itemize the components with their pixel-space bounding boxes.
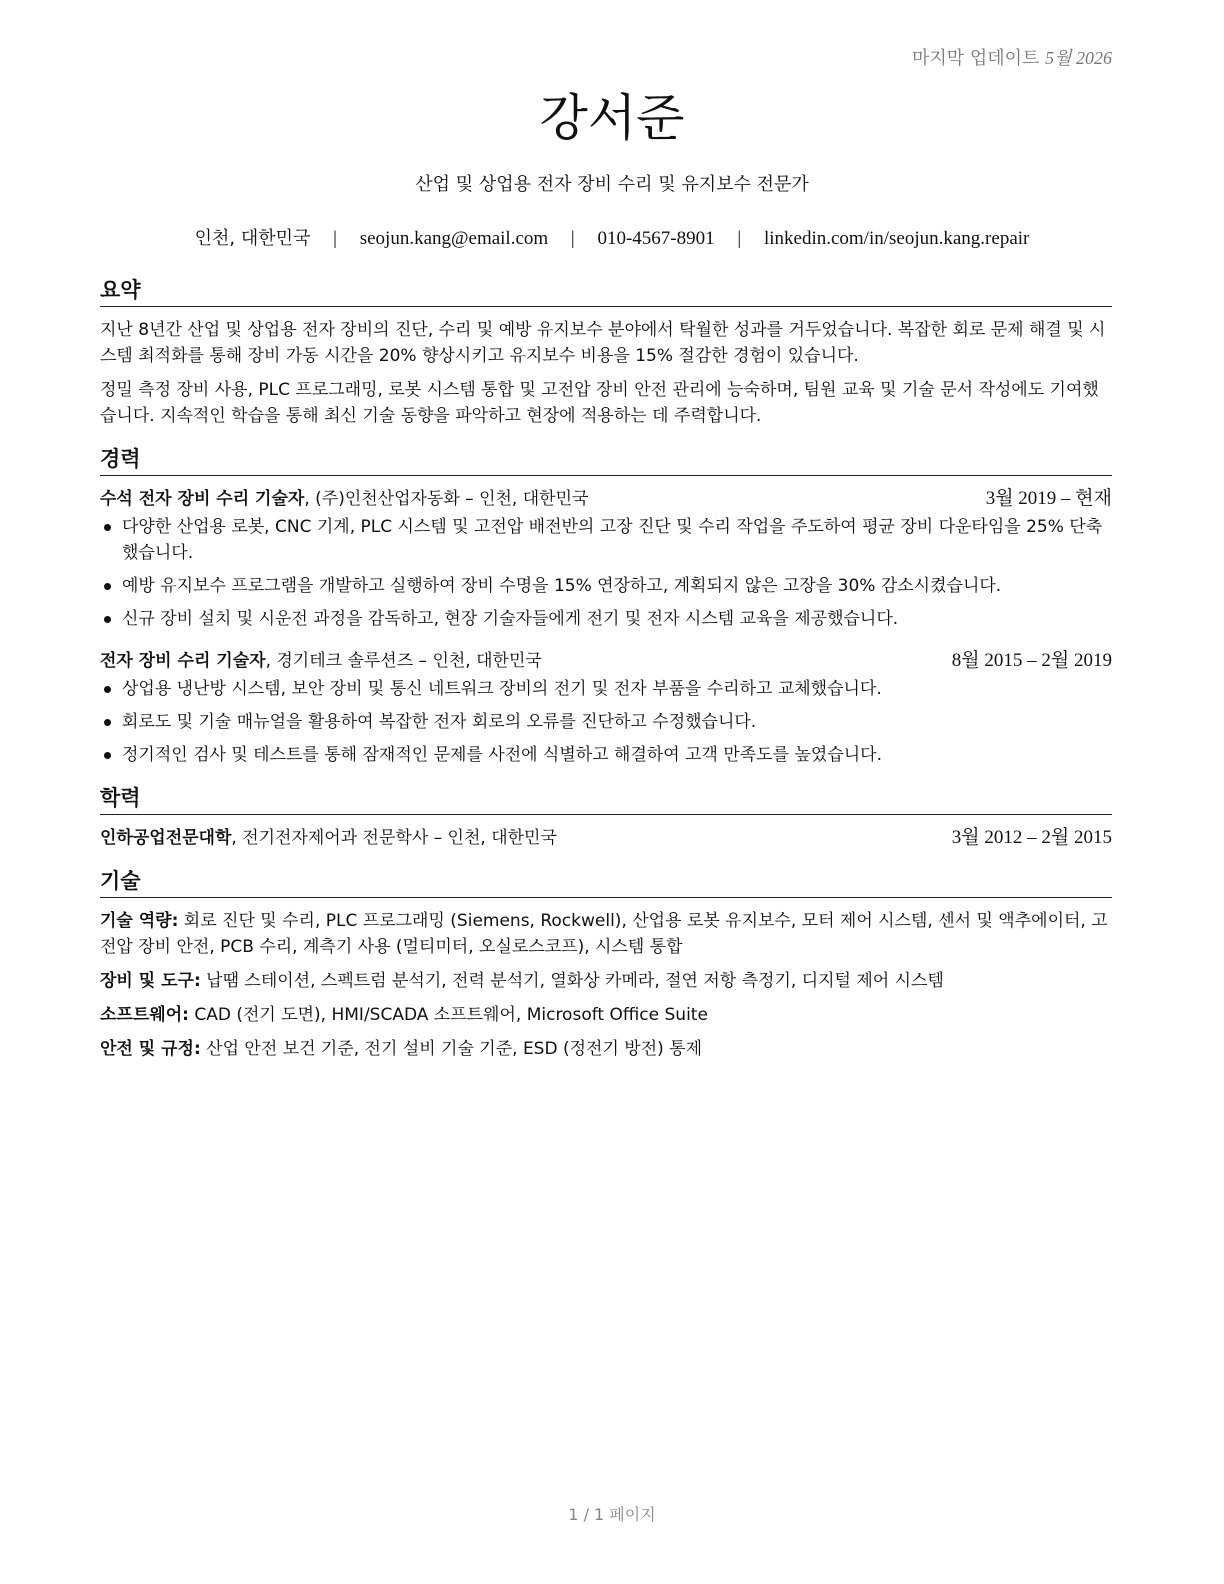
last-updated-label: 마지막 업데이트 bbox=[911, 48, 1040, 69]
resume-body bbox=[100, 276, 1112, 1078]
job-org: , 경기테크 솔루션즈 – 인천, 대한민국 bbox=[265, 651, 542, 671]
contact-line bbox=[0, 224, 1224, 250]
contact-email[interactable]: seojun.kang@email.com bbox=[359, 228, 549, 249]
skill-text: 납땜 스테이션, 스펙트럼 분석기, 전력 분석기, 열화상 카메라, 절연 저항 측정기, 디지털 제어 시스템 bbox=[200, 971, 944, 991]
page-number: 1 / 1 페이지 bbox=[568, 1505, 656, 1524]
job-org: , (주)인천산업자동화 – 인천, 대한민국 bbox=[304, 489, 589, 509]
skill-text: 산업 안전 보건 기준, 전기 설비 기술 기준, ESD (정전기 방전) 통제 bbox=[200, 1039, 702, 1059]
job-bullets bbox=[100, 514, 1112, 632]
skill-label: 소프트웨어: bbox=[100, 1005, 189, 1025]
skill-text: CAD (전기 도면), HMI/SCADA 소프트웨어, Microsoft Office Suite bbox=[188, 1005, 708, 1025]
education-school: 인하공업전문대학 bbox=[100, 828, 232, 848]
skill-line bbox=[100, 1002, 1112, 1028]
contact-separator: | bbox=[737, 228, 742, 249]
job-bullets bbox=[100, 676, 1112, 768]
job-role: 수석 전자 장비 수리 기술자 bbox=[100, 489, 305, 509]
job-entry bbox=[100, 486, 1112, 632]
summary-section bbox=[100, 276, 1112, 429]
job-entry bbox=[100, 648, 1112, 768]
section-title-summary: 요약 bbox=[100, 276, 1112, 307]
summary-paragraph: 지난 8년간 산업 및 상업용 전자 장비의 진단, 수리 및 예방 유지보수 분야에서 탁월한 성과를 거두었습니다. 복잡한 회로 문제 해결 및 시스템 최적화를 통해 장비 가동 시간을 20% 향상시키고 유지보수 비용을 15% 절감한 경험이 있습니다. bbox=[100, 320, 1106, 366]
job-title-line bbox=[100, 486, 588, 512]
job-bullet: 정기적인 검사 및 테스트를 통해 잠재적인 문제를 사전에 식별하고 해결하여 고객 만족도를 높였습니다. bbox=[100, 742, 1112, 768]
job-role: 전자 장비 수리 기술자 bbox=[100, 651, 266, 671]
skill-label: 안전 및 규정: bbox=[100, 1039, 201, 1059]
job-dates: 3월 2019 – 현재 bbox=[985, 488, 1112, 509]
education-entry bbox=[100, 825, 1112, 851]
job-bullet: 다양한 산업용 로봇, CNC 기계, PLC 시스템 및 고전압 배전반의 고장 진단 및 수리 작업을 주도하여 평균 장비 다운타임을 25% 단축했습니다. bbox=[100, 514, 1112, 566]
section-title-experience: 경력 bbox=[100, 445, 1112, 476]
skills-section bbox=[100, 867, 1112, 1062]
job-header bbox=[100, 486, 1112, 512]
job-bullet: 회로도 및 기술 매뉴얼을 활용하여 복잡한 전자 회로의 오류를 진단하고 수정했습니다. bbox=[100, 709, 1112, 735]
section-title-education: 학력 bbox=[100, 784, 1112, 815]
last-updated-date: 5월 2026 bbox=[1045, 48, 1112, 68]
contact-linkedin[interactable]: linkedin.com/in/seojun.kang.repair bbox=[763, 228, 1030, 249]
experience-section bbox=[100, 445, 1112, 768]
skill-text: 회로 진단 및 수리, PLC 프로그래밍 (Siemens, Rockwell), 산업용 로봇 유지보수, 모터 제어 시스템, 센서 및 액추에이터, 고전압 장비 안전, PCB 수리, 계측기 사용 (멀티미터, 오실로스코프), 시스템 통합 bbox=[100, 911, 1108, 957]
contact-separator: | bbox=[333, 228, 337, 249]
summary-paragraph: 정밀 측정 장비 사용, PLC 프로그래밍, 로봇 시스템 통합 및 고전압 장비 안전 관리에 능숙하며, 팀원 교육 및 기술 문서 작성에도 기여했습니다. 지속적인 학습을 통해 최신 기술 동향을 파악하고 현장에 적용하는 데 주력합니다. bbox=[100, 380, 1099, 426]
education-section bbox=[100, 784, 1112, 851]
headline: 산업 및 상업용 전자 장비 수리 및 유지보수 전문가 bbox=[415, 174, 809, 195]
skill-label: 장비 및 도구: bbox=[100, 971, 201, 991]
education-dates: 3월 2012 – 2월 2015 bbox=[951, 827, 1112, 848]
last-updated bbox=[912, 44, 1112, 70]
section-title-skills: 기술 bbox=[100, 867, 1112, 898]
job-bullet: 신규 장비 설치 및 시운전 과정을 감독하고, 현장 기술자들에게 전기 및 전자 시스템 교육을 제공했습니다. bbox=[100, 606, 1112, 632]
job-title-line bbox=[100, 648, 542, 674]
job-dates: 8월 2015 – 2월 2019 bbox=[951, 650, 1112, 671]
job-bullet: 상업용 냉난방 시스템, 보안 장비 및 통신 네트워크 장비의 전기 및 전자 부품을 수리하고 교체했습니다. bbox=[100, 676, 1112, 702]
skill-line bbox=[100, 1036, 1112, 1062]
contact-location: 인천, 대한민국 bbox=[194, 228, 311, 249]
candidate-name: 강서준 bbox=[539, 89, 685, 147]
skill-label: 기술 역량: bbox=[100, 911, 179, 931]
job-bullet: 예방 유지보수 프로그램을 개발하고 실행하여 장비 수명을 15% 연장하고, 계획되지 않은 고장을 30% 감소시켰습니다. bbox=[100, 573, 1112, 599]
education-title-line bbox=[100, 825, 557, 851]
skill-line bbox=[100, 908, 1112, 960]
education-detail: , 전기전자제어과 전문학사 – 인천, 대한민국 bbox=[231, 828, 557, 848]
contact-phone: 010-4567-8901 bbox=[597, 228, 715, 249]
skill-line bbox=[100, 968, 1112, 994]
contact-separator: | bbox=[570, 228, 575, 249]
job-header bbox=[100, 648, 1112, 674]
